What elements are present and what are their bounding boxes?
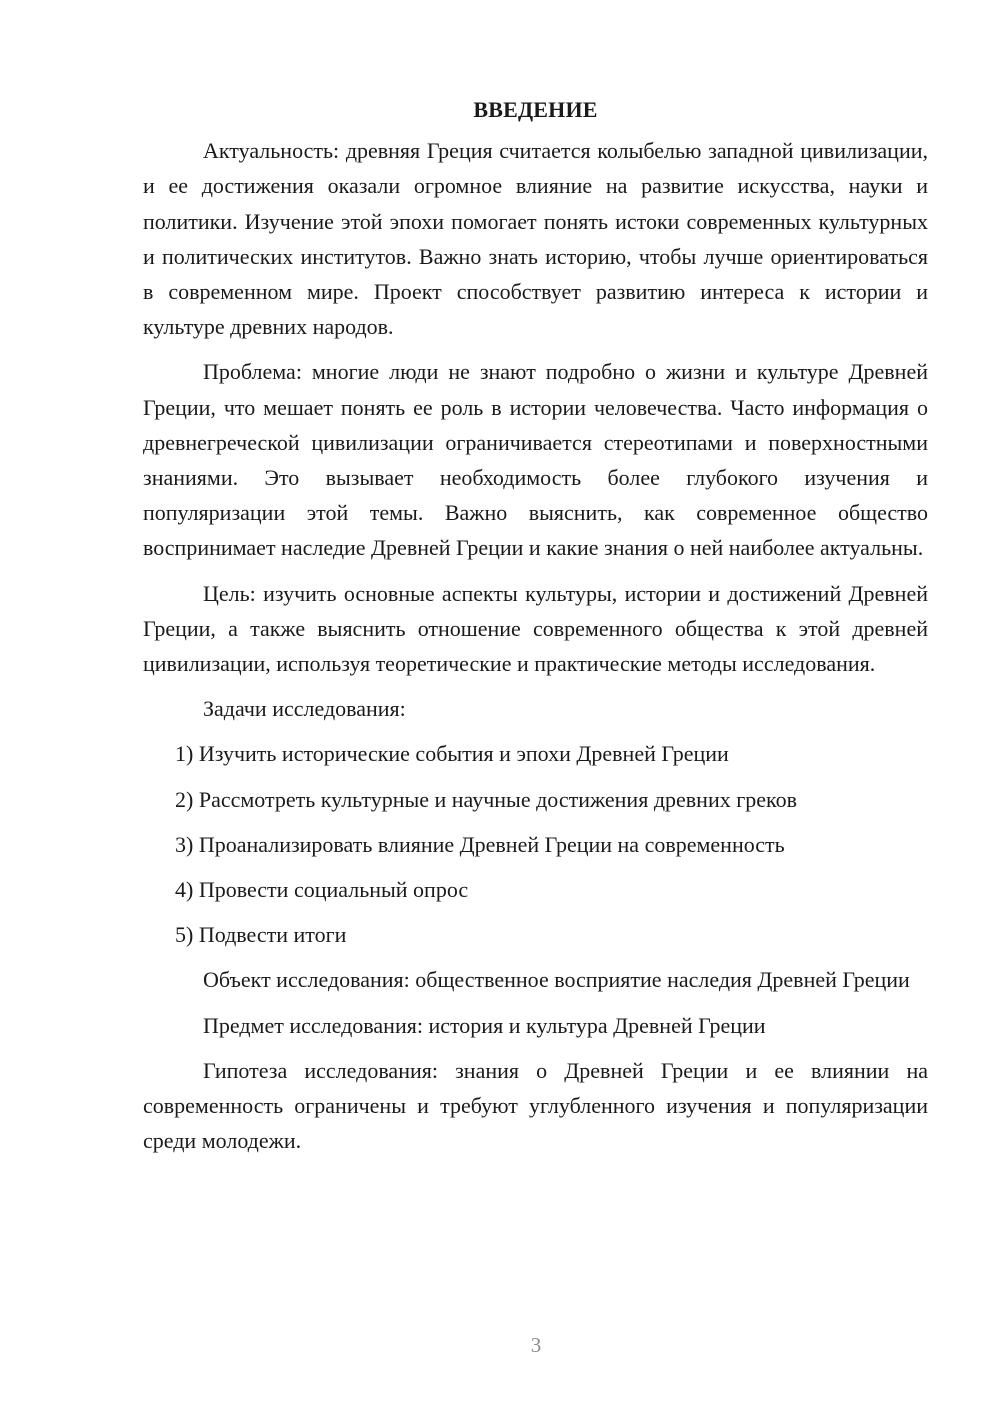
task-item <box>143 827 928 862</box>
research-subject-paragraph: Предмет исследования: история и культура Древней Греции <box>203 1012 766 1038</box>
page-title: ВВЕДЕНИЕ <box>473 97 598 122</box>
research-object-paragraph: Объект исследования: общественное восприятие наследия Древней Греции <box>203 967 910 993</box>
tasks-heading: Задачи исследования: <box>203 696 406 722</box>
task-text: Изучить исторические события и эпохи Древней Греции <box>198 741 729 767</box>
task-item <box>143 872 928 907</box>
task-item <box>143 917 928 952</box>
task-number: 4) <box>175 877 194 903</box>
task-number: 2) <box>175 786 194 812</box>
task-number: 5) <box>175 922 194 948</box>
task-text: Проанализировать влияние Древней Греции на современность <box>198 831 785 857</box>
goal-paragraph: Цель: изучить основные аспекты культуры, истории и достижений Древней Греции, а также выяснить отношение современного общества к этой древней цивилизации, используя теоретические и практические методы исследования. <box>143 580 928 677</box>
page-content <box>143 92 928 1168</box>
relevance-paragraph: Актуальность: древняя Греция считается колыбелью западной цивилизации, и ее достижения оказали огромное влияние на развитие искусства, науки и политики. Изучение этой эпохи помогает понять истоки современных культурных и политических институтов. Важно знать историю, чтобы лучше ориентироваться в современном мире. Проект способствует развитию интереса к истории и культуре древних народов. <box>143 138 928 340</box>
hypothesis-paragraph: Гипотеза исследования: знания о Древней Греции и ее влиянии на современность ограничены и требуют углубленного изучения и популяризации среди молодежи. <box>143 1057 928 1154</box>
task-item <box>143 782 928 817</box>
task-item <box>143 736 928 771</box>
task-text: Подвести итоги <box>198 922 347 948</box>
task-number: 1) <box>175 741 194 767</box>
problem-paragraph: Проблема: многие люди не знают подробно о жизни и культуре Древней Греции, что мешает понять ее роль в истории человечества. Часто информация о древнегреческой цивилизации ограничивается стереотипами и поверхностными знаниями. Это вызывает необходимость более глубокого изучения и популяризации этой темы. Важно выяснить, как современное общество воспринимает наследие Древней Греции и какие знания о ней наиболее актуальны. <box>143 359 928 561</box>
task-text: Рассмотреть культурные и научные достижения древних греков <box>198 786 797 812</box>
page-number: 3 <box>530 1333 542 1357</box>
task-number: 3) <box>175 831 194 857</box>
task-text: Провести социальный опрос <box>198 877 469 903</box>
